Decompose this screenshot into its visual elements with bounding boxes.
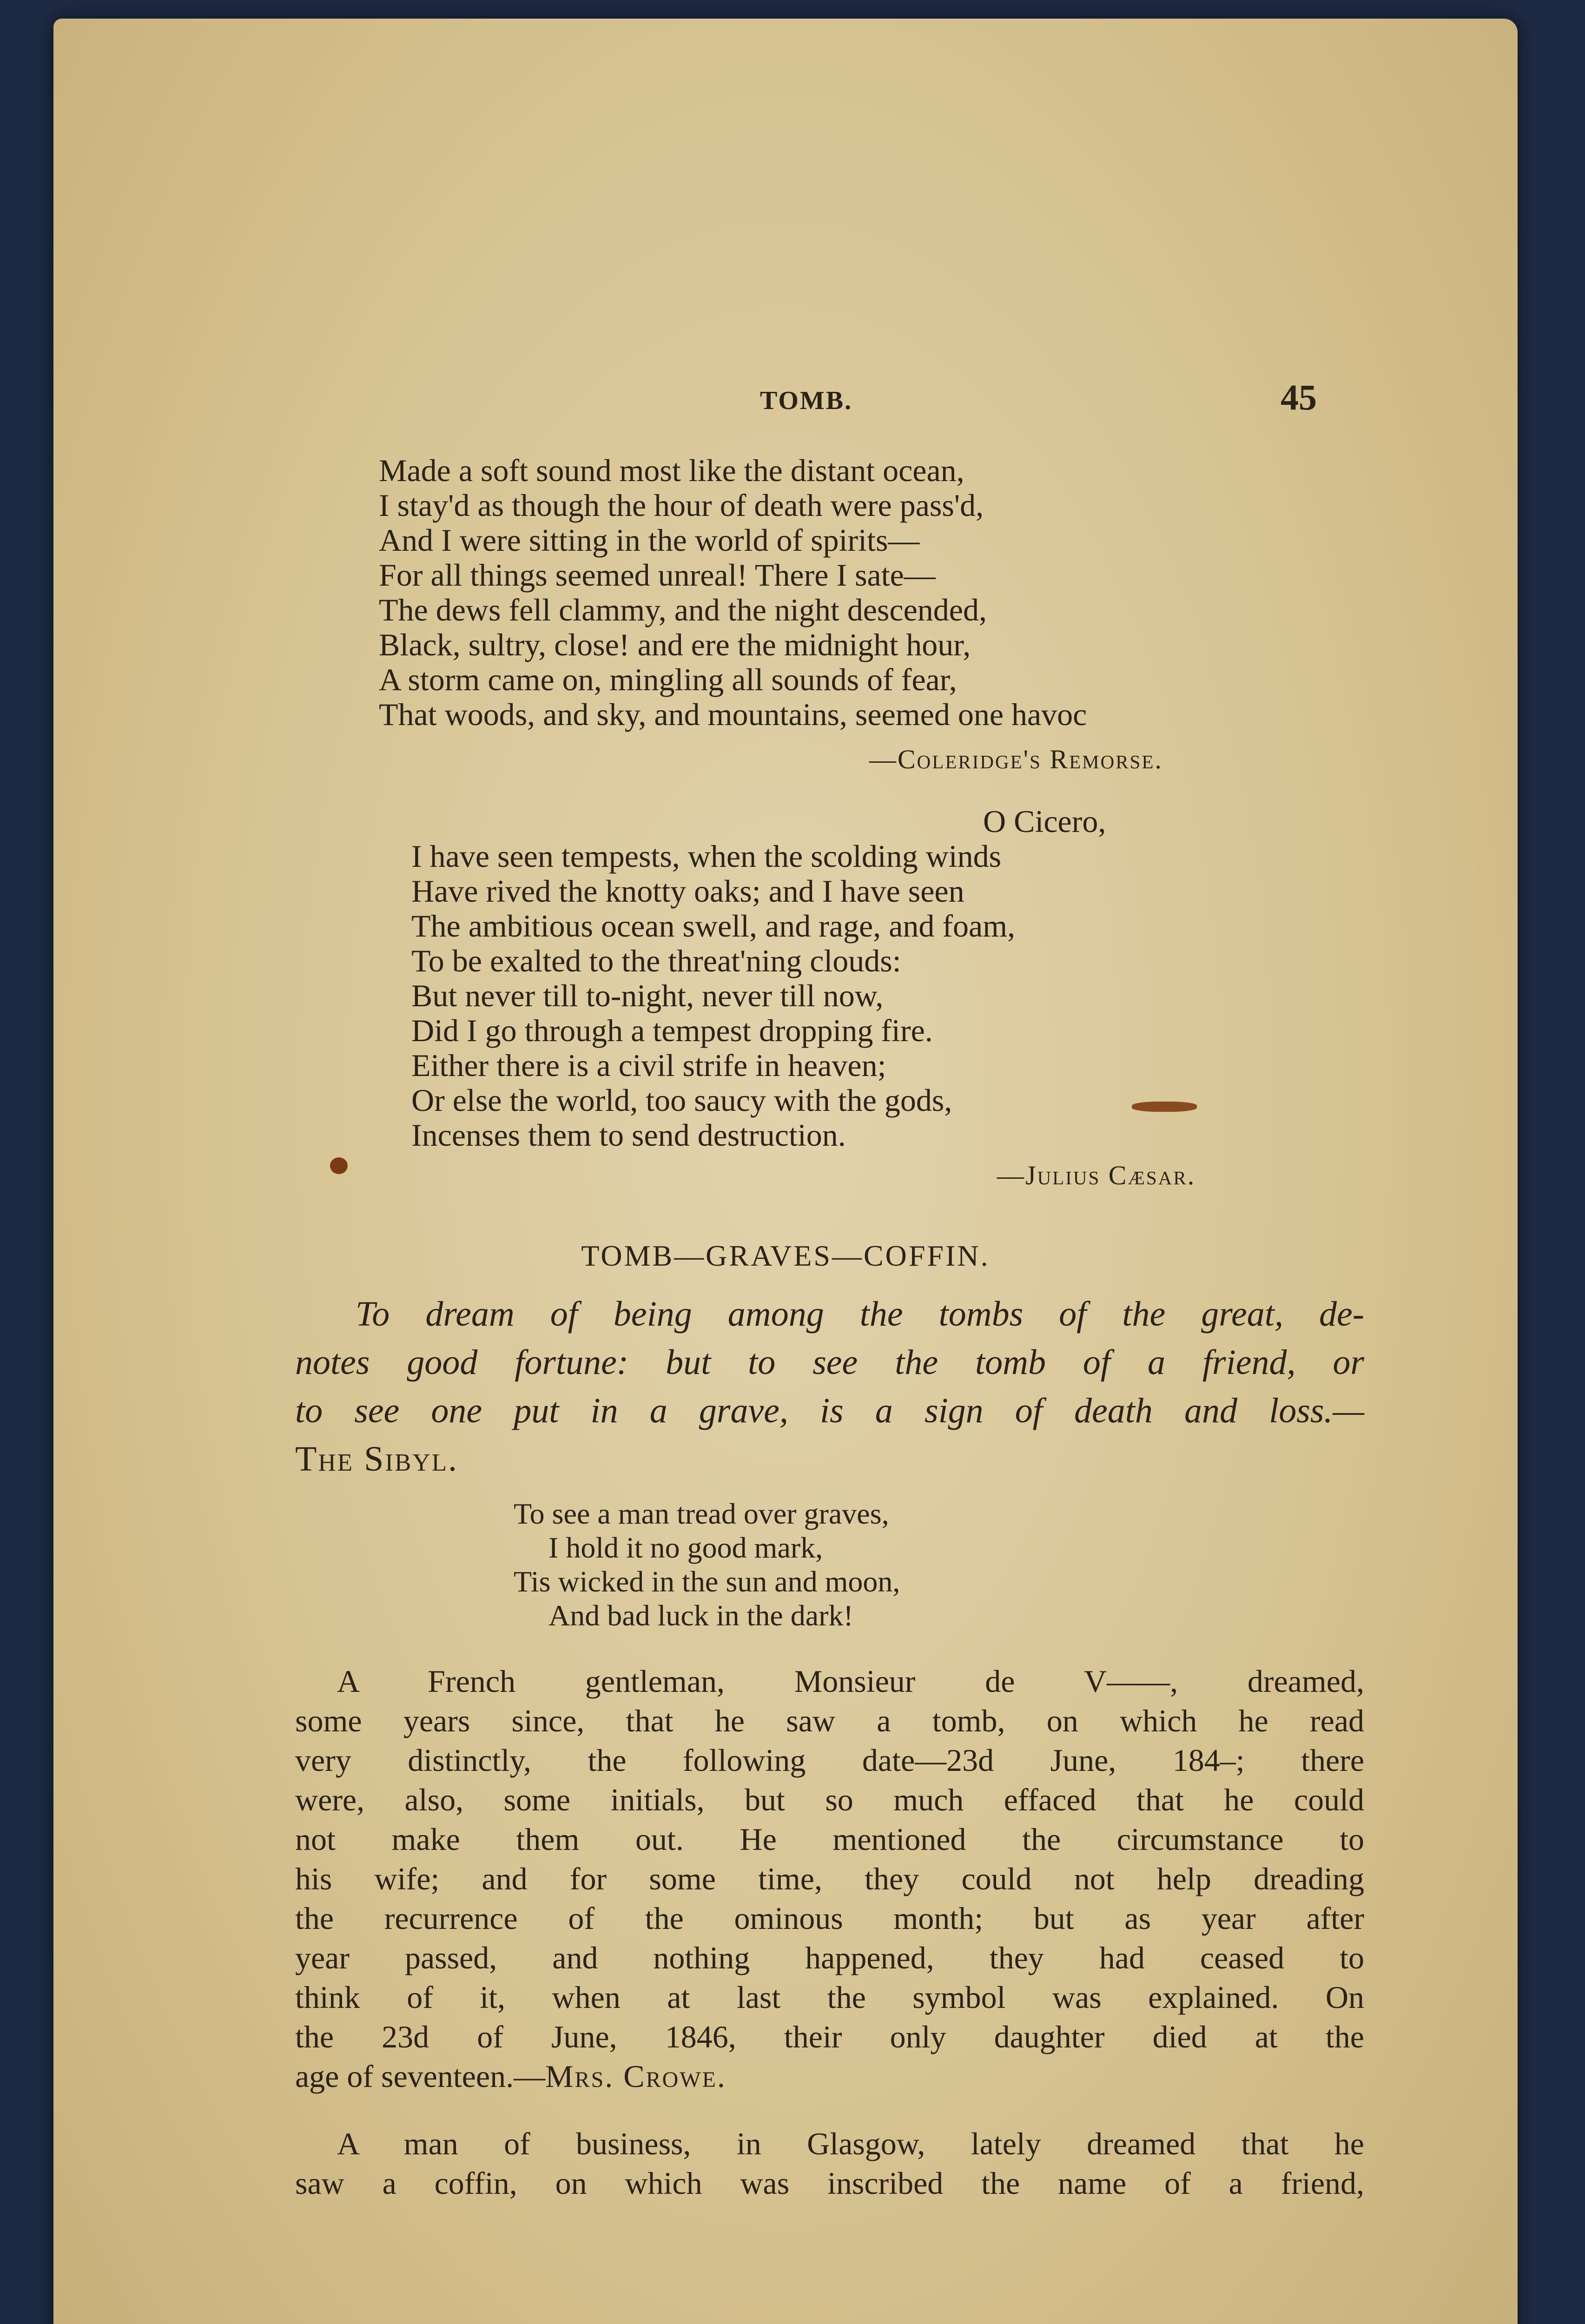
paragraph-line: saw a coffin, on which was inscribed the name of a friend, <box>295 2166 1364 2201</box>
caesar-attribution: —Julius Cæsar. <box>997 1160 1196 1190</box>
poem-line: Have rived the knotty oaks; and I have seen <box>411 873 964 909</box>
section-heading: TOMB—GRAVES—COFFIN. <box>581 1239 990 1272</box>
paragraph-last-line <box>295 2057 1364 2096</box>
poem-line: A storm came on, mingling all sounds of fear, <box>379 662 957 697</box>
paragraph-line: To dream of being among the tombs of the great, de- <box>356 1294 1364 1334</box>
page-number: 45 <box>1281 377 1317 417</box>
paragraph-line: notes good fortune: but to see the tomb of a friend, or <box>295 1343 1364 1382</box>
remorse-poem <box>379 453 1087 732</box>
sibyl-source-line <box>295 1435 1364 1483</box>
ink-smudge <box>1132 1102 1197 1112</box>
poem-line: And I were sitting in the world of spirits— <box>379 522 920 558</box>
paragraph-line: the recurrence of the ominous month; but as year after <box>295 1901 1364 1936</box>
page-header <box>53 376 1518 423</box>
graves-verse <box>514 1497 900 1632</box>
paragraph-line: A man of business, in Glasgow, lately dreamed that he <box>337 2126 1364 2161</box>
poem-line: The dews fell clammy, and the night descended, <box>379 592 987 627</box>
poem-line: Black, sultry, close! and ere the midnight hour, <box>379 627 971 662</box>
paragraph-line: were, also, some initials, but so much effaced that he could <box>295 1782 1364 1817</box>
caesar-poem <box>411 804 1106 1153</box>
ink-stain <box>330 1157 348 1174</box>
poem-line: Incenses them to send destruction. <box>411 1117 846 1153</box>
poem-line: O Cicero, <box>983 804 1106 839</box>
poem-line: Made a soft sound most like the distant ocean, <box>379 453 964 488</box>
paragraph-line: year passed, and nothing happened, they had ceased to <box>295 1940 1364 1975</box>
verse-line: To see a man tread over graves, <box>514 1497 889 1530</box>
sibyl-paragraph <box>295 1290 1364 1483</box>
poem-line: The ambitious ocean swell, and rage, and foam, <box>411 908 1016 944</box>
poem-line: That woods, and sky, and mountains, seemed one havoc <box>379 697 1087 732</box>
verse-line: I hold it no good mark, <box>548 1531 823 1564</box>
book-page <box>53 19 1518 2324</box>
running-head: TOMB. <box>760 386 853 415</box>
paragraph-line: not make them out. He mentioned the circumstance to <box>295 1822 1364 1857</box>
verse-line: Tis wicked in the sun and moon, <box>514 1565 900 1598</box>
french-gentleman-paragraph <box>295 1662 1364 2096</box>
verse-line: And bad luck in the dark! <box>548 1599 853 1632</box>
paragraph-text: age of seventeen.— <box>295 2059 546 2094</box>
poem-line: Did I go through a tempest dropping fire. <box>411 1013 933 1048</box>
poem-line: I have seen tempests, when the scolding winds <box>411 838 1002 874</box>
sibyl-source: The Sibyl. <box>295 1439 458 1479</box>
paragraph-line: the 23d of June, 1846, their only daughter died at the <box>295 2019 1364 2054</box>
paragraph-line: some years since, that he saw a tomb, on which he read <box>295 1703 1364 1738</box>
paragraph-line: to see one put in a grave, is a sign of death and loss.— <box>295 1391 1364 1430</box>
remorse-attribution: —Coleridge's Remorse. <box>869 744 1163 774</box>
poem-line: I stay'd as though the hour of death were pass'd, <box>379 488 984 523</box>
glasgow-paragraph <box>295 2124 1364 2203</box>
poem-line: To be exalted to the threat'ning clouds: <box>411 943 901 978</box>
poem-line: Or else the world, too saucy with the gods, <box>411 1083 952 1118</box>
paragraph-line: A French gentleman, Monsieur de V——, dreamed, <box>337 1664 1364 1699</box>
paragraph-line: think of it, when at last the symbol was explained. On <box>295 1980 1364 2015</box>
paragraph-line: very distinctly, the following date—23d June, 184–; there <box>295 1743 1364 1778</box>
poem-line: For all things seemed unreal! There I sate— <box>379 557 936 593</box>
crowe-source: Mrs. Crowe. <box>545 2059 726 2094</box>
poem-line: Either there is a civil strife in heaven; <box>411 1048 886 1083</box>
paragraph-line: his wife; and for some time, they could not help dreading <box>295 1861 1364 1896</box>
poem-line: But never till to-night, never till now, <box>411 978 884 1013</box>
